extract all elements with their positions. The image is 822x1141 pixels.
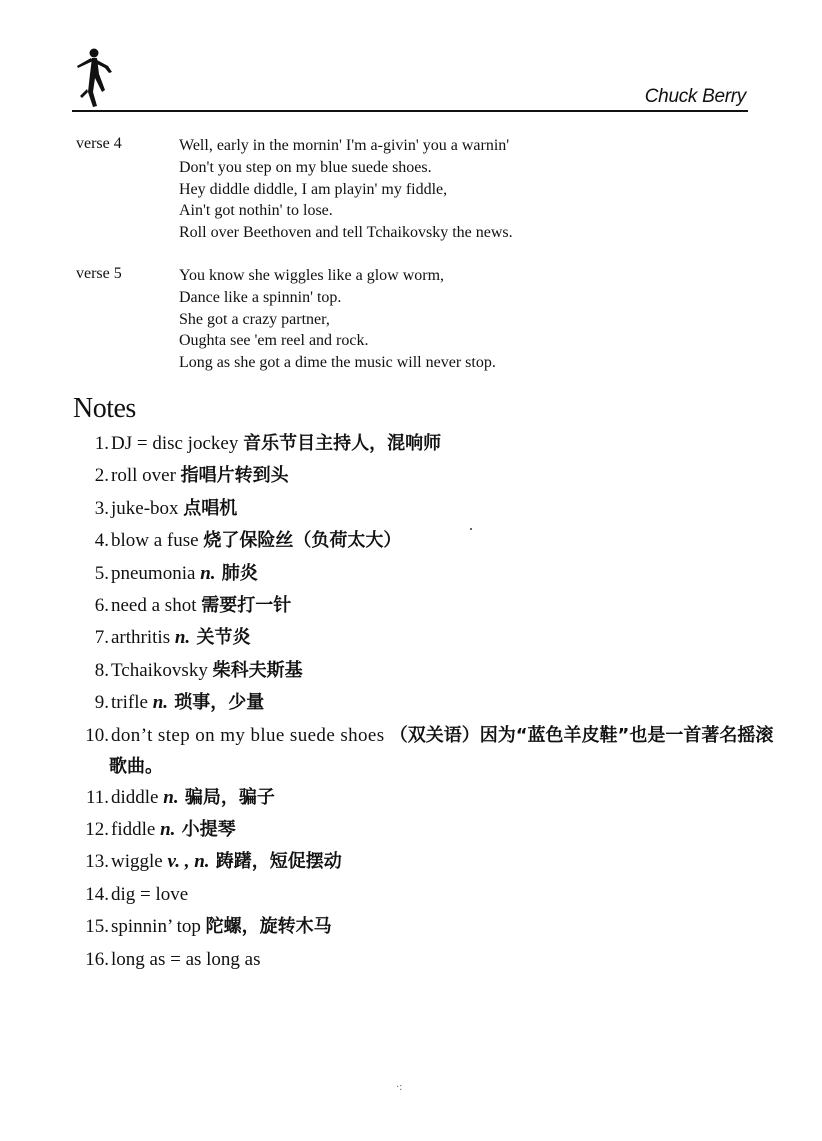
note-number: 12. — [85, 819, 109, 841]
note-term: arthritis — [111, 627, 175, 649]
note-number: 11. — [85, 786, 109, 808]
note-term: spinnin’ top — [111, 916, 206, 938]
note-item — [73, 911, 763, 943]
lyric-line: Dance like a spinnin' top. — [179, 288, 342, 306]
note-number: 8. — [94, 659, 109, 681]
lyric-line: You know she wiggles like a glow worm, — [179, 267, 445, 284]
lyric-line: Hey diddle diddle, I am playin' my fiddle, — [179, 180, 448, 198]
lyric-line: Long as she got a dime the music will never stop. — [179, 354, 496, 372]
note-item — [73, 493, 763, 525]
note-translation: 小提琴 — [175, 819, 236, 841]
note-translation: 柴科夫斯基 — [212, 659, 303, 681]
note-term: blow a fuse — [111, 530, 204, 552]
header-rule — [72, 110, 748, 112]
note-term: fiddle — [111, 819, 161, 841]
note-item — [73, 944, 763, 976]
note-item — [73, 879, 763, 911]
note-item — [73, 622, 763, 654]
note-translation: 琐事，少量 — [168, 692, 265, 714]
note-term: Tchaikovsky — [111, 659, 213, 681]
note-translation: 踌躇，短促摆动 — [209, 851, 342, 873]
note-translation: 肺炎 — [215, 562, 258, 584]
note-part-of-speech: n. — [163, 786, 179, 808]
print-speck — [470, 528, 472, 530]
note-translation: 指唱片转到头 — [180, 465, 289, 487]
note-number: 4. — [94, 530, 109, 552]
note-term: pneumonia — [111, 562, 201, 584]
verse-label: verse 4 — [76, 135, 122, 152]
note-term: juke-box — [111, 497, 184, 519]
note-part-of-speech: v. , n. — [167, 851, 210, 873]
note-item — [73, 687, 763, 719]
note-item — [73, 782, 763, 814]
note-term: don’t step on my blue suede shoes — [111, 724, 390, 746]
lyric-line: Oughta see 'em reel and rock. — [179, 332, 369, 350]
note-term: roll over — [111, 465, 181, 487]
dancer-silhouette-icon — [72, 46, 116, 108]
note-term: diddle — [111, 786, 164, 808]
running-head: Chuck Berry — [644, 86, 746, 107]
verse-label: verse 5 — [76, 265, 122, 282]
note-translation: 陀螺，旋转木马 — [205, 916, 332, 938]
notes-list — [73, 428, 774, 976]
note-translation: 关节炎 — [190, 627, 251, 649]
note-item — [73, 590, 763, 622]
note-number: 13. — [85, 851, 109, 873]
note-term: need a shot — [111, 595, 202, 617]
note-translation: 需要打一针 — [201, 595, 292, 617]
note-translation: （双关语）因为“蓝色羊皮鞋”也是一首著名摇滚歌曲。 — [109, 724, 774, 777]
note-translation: 点唱机 — [183, 497, 238, 519]
lyric-line: She got a crazy partner, — [179, 310, 330, 328]
verse-lines — [179, 265, 699, 374]
note-number: 9. — [94, 692, 109, 714]
note-number: 10. — [85, 724, 109, 746]
note-term: dig = love — [111, 883, 189, 905]
note-number: 5. — [94, 562, 109, 584]
note-number: 7. — [94, 627, 109, 649]
note-term: DJ = disc jockey — [111, 433, 244, 454]
note-number: 1. — [94, 433, 109, 454]
note-number: 3. — [94, 497, 109, 519]
page-header — [72, 42, 748, 114]
note-item — [73, 558, 763, 590]
notes-heading: Notes — [73, 393, 136, 424]
note-number: 16. — [85, 948, 109, 970]
note-translation: 骗局，骗子 — [178, 786, 275, 808]
note-number: 14. — [85, 883, 109, 905]
note-number: 15. — [85, 916, 109, 938]
note-item — [73, 846, 763, 878]
note-translation: 音乐节目主持人，混响师 — [243, 433, 442, 454]
note-term: trifle — [111, 692, 153, 714]
print-specks: ·: — [396, 1082, 403, 1093]
lyric-line: Roll over Beethoven and tell Tchaikovsky the news. — [179, 224, 513, 242]
note-term: long as = as long as — [111, 948, 261, 970]
note-term: wiggle — [111, 851, 168, 873]
note-item — [73, 814, 763, 846]
verse-lines — [179, 135, 699, 244]
note-item — [73, 428, 763, 460]
lyric-line: Well, early in the mornin' I'm a-givin' you a warnin' — [179, 137, 510, 154]
note-number: 2. — [94, 465, 109, 487]
lyric-line: Don't you step on my blue suede shoes. — [179, 158, 432, 176]
note-part-of-speech: n. — [174, 627, 191, 649]
note-part-of-speech: n. — [152, 692, 169, 714]
note-item — [73, 525, 763, 557]
note-item — [73, 720, 789, 782]
note-item — [73, 460, 763, 492]
note-item — [73, 655, 763, 687]
note-part-of-speech: n. — [160, 819, 176, 841]
note-translation: 烧了保险丝（负荷太大） — [203, 530, 402, 552]
note-part-of-speech: n. — [200, 562, 216, 584]
lyric-line: Ain't got nothin' to lose. — [179, 202, 333, 220]
note-number: 6. — [94, 595, 109, 617]
